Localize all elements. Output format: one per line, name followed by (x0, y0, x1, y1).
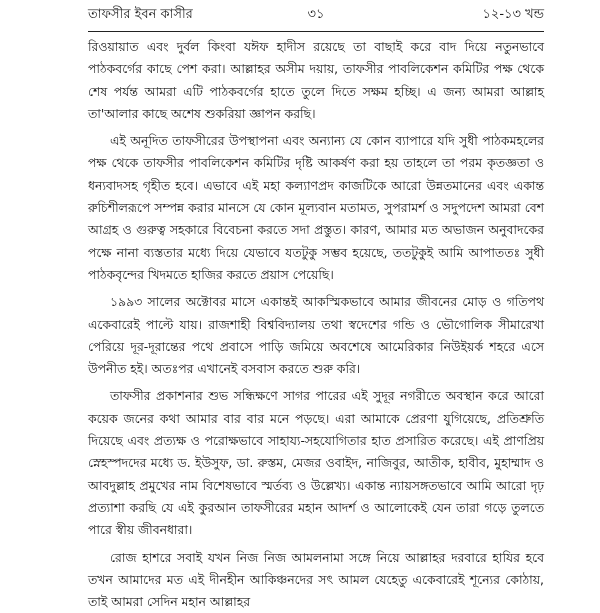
header-book-title: তাফসীর ইবন কাসীর (88, 7, 193, 22)
header-volume: ১২-১৩ খন্ড (482, 7, 544, 22)
header-page-number: ৩১ (307, 7, 325, 22)
body-text (88, 36, 544, 610)
paragraph: রোজ হাশরে সবাই যখন নিজ নিজ আমলনামা সঙ্গে নিয়ে আল্লাহর দরবারে হাযির হবে তখন আমাদের মত এই দীনহীন আকিঞ্চনদের সৎ আমল যেহেতু একেবারেই শূন্যের কোঠায়, তাই আমরা সেদিন মহান আল্লাহর (88, 549, 544, 610)
paragraph: এই অনূদিত তাফসীরের উপস্থাপনা এবং অন্যান্য যে কোন ব্যাপারে যদি সুধী পাঠকমহলের পক্ষ থেকে তাফসীর পাবলিকেশন কমিটির দৃষ্টি আকর্ষণ করা হয় তাহলে তা পরম কৃতজ্ঞতা ও ধন্যবাদসহ গৃহীত হবে। এভাবে এই মহা কল্যাণপ্রদ কাজটিকে আরো উন্নতমানের এবং একান্ত রুচিশীলরূপে সম্পন্ন করার মানসে যে কোন মূল্যবান মতামত, সুপরামর্শ ও সদুপদেশ আমরা বেশ আগ্রহ ও গুরুত্ব সহকারে বিবেচনা করতে সদা প্রস্তুত। কারণ, আমার মত অভাজন অনুবাদকের পক্ষে নানা ব্যস্ততার মধ্যে দিয়ে যেভাবে যতটুকু সম্ভব হয়েছে, ততটুকুই আমি আপাততঃ সুধী পাঠকবৃন্দের খিদমতে হাজির করতে প্রয়াস পেয়েছি। (88, 133, 544, 282)
running-header (88, 4, 544, 26)
paragraph: ১৯৯৩ সালের অক্টোবর মাসে একান্তই আকস্মিকভাবে আমার জীবনের মোড় ও গতিপথ একেবারেই পাল্টে যায়। রাজশাহী বিশ্ববিদ্যালয় তথা স্বদেশের গন্ডি ও ভৌগোলিক সীমারেখা পেরিয়ে দূর-দূরান্তের পথে প্রবাসে পাড়ি জমিয়ে অবশেষে আমেরিকার নিউইয়র্ক শহরে এসে উপনীত হই। অতঃপর এখানেই বসবাস করতে শুরু করি। (88, 294, 544, 377)
paragraph: তাফসীর প্রকাশনার শুভ সন্ধিক্ষণে সাগর পারের এই সুদূর নগরীতে অবস্থান করে আরো কয়েক জনের কথা আমার বার বার মনে পড়ছে। এরা আমাকে প্রেরণা যুগিয়েছে, প্রতিশ্রুতি দিয়েছে এবং প্রত্যক্ষ ও পরোক্ষভাবে সাহায্য-সহযোগিতার হাত প্রসারিত করেছে। এই প্রাণপ্রিয় স্নেহস্পদদের মধ্যে ড. ইউসুফ, ডা. রুস্তম, মেজর ওবাইদ, নাজিবুর, আতীক, হাবীব, মুহাম্মাদ ও আবদুল্লাহ প্রমুখের নাম বিশেষভাবে স্মর্তব্য ও উল্লেখ্য। একান্ত ন্যায়সঙ্গতভাবে আমি আরো দৃঢ় প্রত্যাশা করছি যে এই কুরআন তাফসীরের মহান আদর্শ ও আলোকেই যেন তারা গড়ে তুলতে পারে স্বীয় জীবনধারা। (88, 388, 544, 538)
paragraph: রিওয়ায়াত এবং দুর্বল কিংবা যঈফ হাদীস রয়েছে তা বাছাই করে বাদ দিয়ে নতুনভাবে পাঠকবর্গের কাছে পেশ করা। আল্লাহর অসীম দয়ায়, তাফসীর পাবলিকেশন কমিটির পক্ষ থেকে শেষ পর্যন্ত আমরা এটি পাঠকবর্গের হাতে তুলে দিতে সক্ষম হচ্ছি। এ জন্য আমরা আল্লাহ তা'আলার কাছে অশেষ শুকরিয়া জ্ঞাপন করছি। (88, 39, 544, 121)
header-rule (88, 31, 544, 32)
